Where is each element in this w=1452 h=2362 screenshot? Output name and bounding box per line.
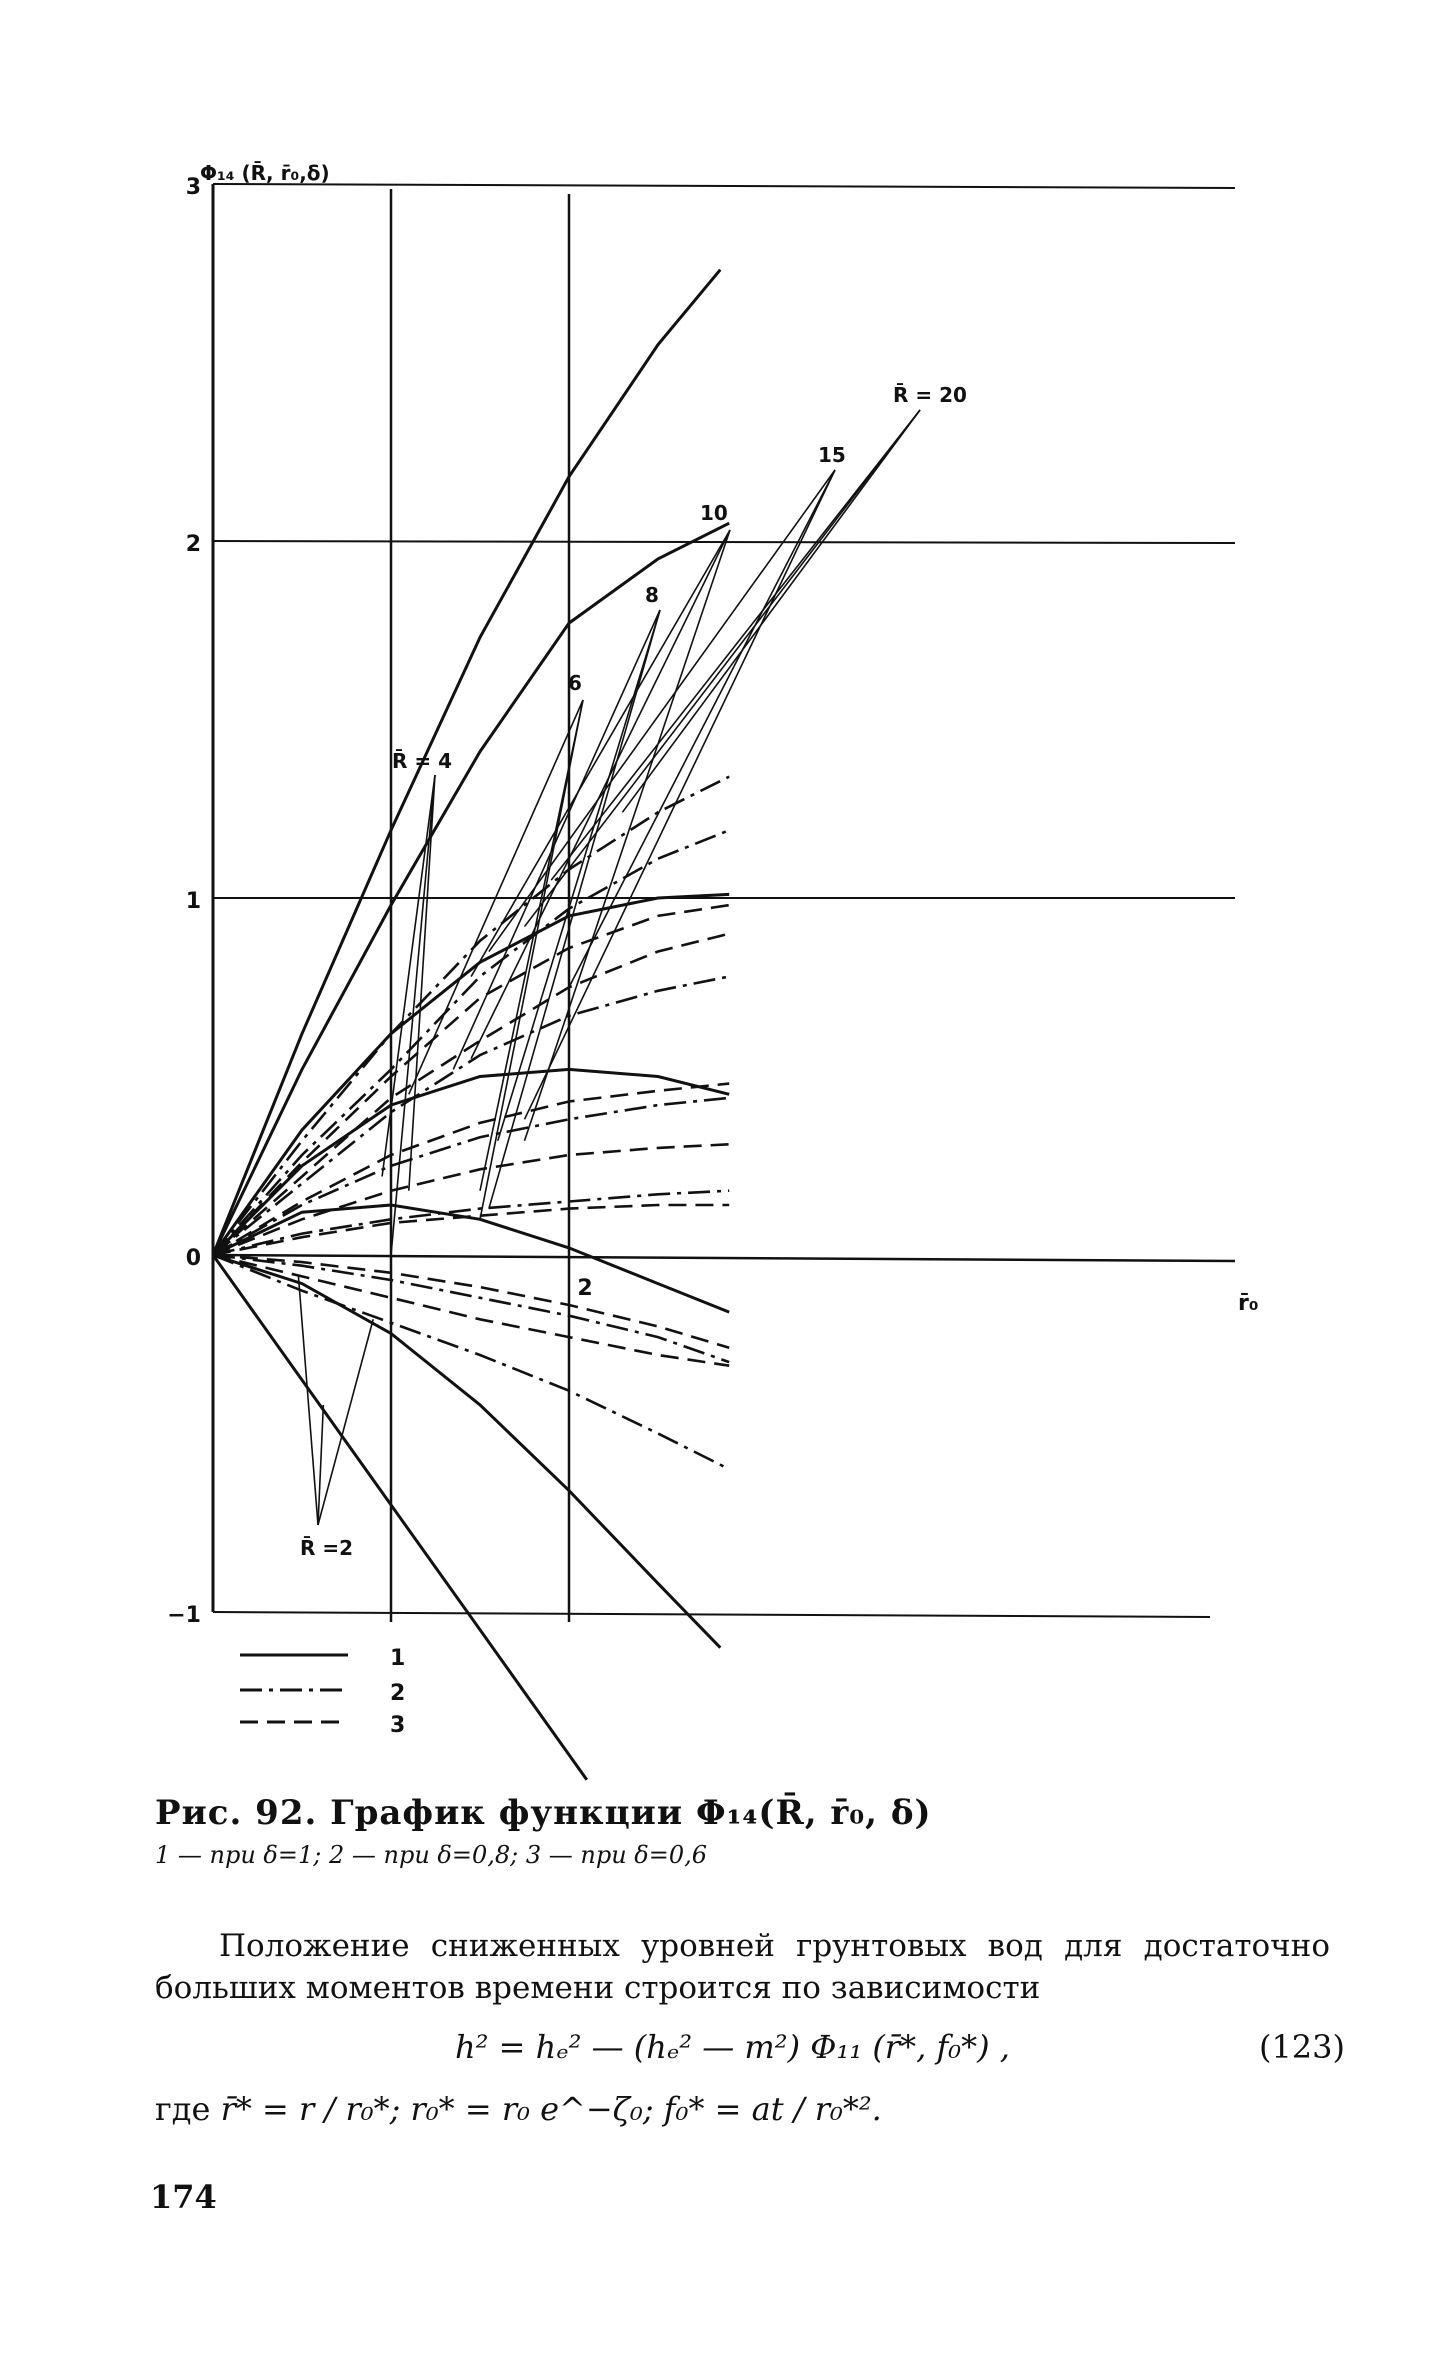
formula-row bbox=[155, 2028, 1345, 2078]
y-tick-label: −1 bbox=[167, 1603, 201, 1628]
gridline-ym1 bbox=[213, 1612, 1210, 1617]
formula: h² = hₑ² — (hₑ² — m²) Φ₁₁ (r̄*, f₀*) , bbox=[455, 2028, 1010, 2066]
curve-label: R̄ = 4 bbox=[392, 749, 452, 773]
page-number: 174 bbox=[150, 2178, 217, 2216]
leader-line bbox=[551, 410, 920, 880]
y-tick-label: 3 bbox=[185, 175, 201, 200]
curve-label: 15 bbox=[818, 443, 846, 467]
where-prefix: где bbox=[155, 2090, 211, 2128]
x-tick-label: 2 bbox=[577, 1276, 593, 1301]
equation-number: (123) bbox=[1258, 2028, 1345, 2066]
curve-label: R̄ =2 bbox=[300, 1536, 354, 1560]
legend-label: 2 bbox=[390, 1681, 406, 1706]
where-formulas: r̄* = r / r₀*; r₀* = r₀ e^−ζ₀; f₀* = at / r₀*². bbox=[220, 2090, 882, 2128]
caption-title: Рис. 92. График функции Φ₁₄(R̄, r̄₀, δ) bbox=[155, 1793, 932, 1833]
leader-line bbox=[622, 410, 920, 812]
y-tick-label: 1 bbox=[185, 889, 201, 914]
series-line-R20-dash-dot bbox=[213, 777, 729, 1255]
series-line-R10-dash-dot bbox=[213, 977, 729, 1256]
series-line-R8-dash-dot-dash bbox=[213, 1144, 729, 1255]
y-axis-label: Φ₁₄ (R̄, r̄₀,δ) bbox=[200, 161, 330, 185]
x-axis-label: r̄₀ bbox=[1238, 1291, 1259, 1316]
x-axis-line bbox=[213, 1255, 1235, 1261]
curve-label: 8 bbox=[645, 583, 659, 607]
series-line-R4-dash-dot bbox=[213, 1255, 729, 1362]
y-tick-label: 2 bbox=[185, 532, 201, 557]
series-line-R4-dash-dot-dash bbox=[213, 1255, 729, 1348]
leader-line bbox=[480, 700, 583, 1191]
chart-grid bbox=[213, 184, 1235, 1622]
series-line-R2-dash-dot-dash bbox=[213, 1255, 729, 1366]
legend-label: 1 bbox=[390, 1646, 406, 1671]
chart-legend bbox=[240, 1646, 405, 1738]
curve-label: 10 bbox=[700, 501, 728, 525]
body-paragraph: Положение сниженных уровней грунтовых вод для достаточно больших моментов времени строится по зависимости bbox=[155, 1928, 1330, 2006]
curve-label: 6 bbox=[568, 671, 582, 695]
leader-line bbox=[525, 470, 836, 1119]
curve-label: R̄ = 20 bbox=[893, 383, 967, 407]
series-line-R8-solid bbox=[213, 1069, 729, 1255]
y-tick-label: 0 bbox=[185, 1246, 201, 1271]
legend-label: 3 bbox=[390, 1713, 406, 1738]
series-lines bbox=[213, 270, 729, 1780]
leader-line bbox=[318, 1319, 373, 1525]
series-line-R4-solid bbox=[213, 1255, 720, 1648]
leader-line bbox=[480, 700, 583, 1219]
caption-subtitle: 1 — при δ=1; 2 — при δ=0,8; 3 — при δ=0,6 bbox=[155, 1841, 708, 1869]
where-definitions bbox=[155, 2090, 1345, 2128]
leader-line bbox=[525, 410, 921, 927]
leader-line bbox=[453, 610, 660, 1069]
figure-caption bbox=[155, 1793, 1355, 1869]
series-line-R10-dash-dot-dash bbox=[213, 1084, 729, 1255]
gridline-y3 bbox=[213, 184, 1235, 188]
